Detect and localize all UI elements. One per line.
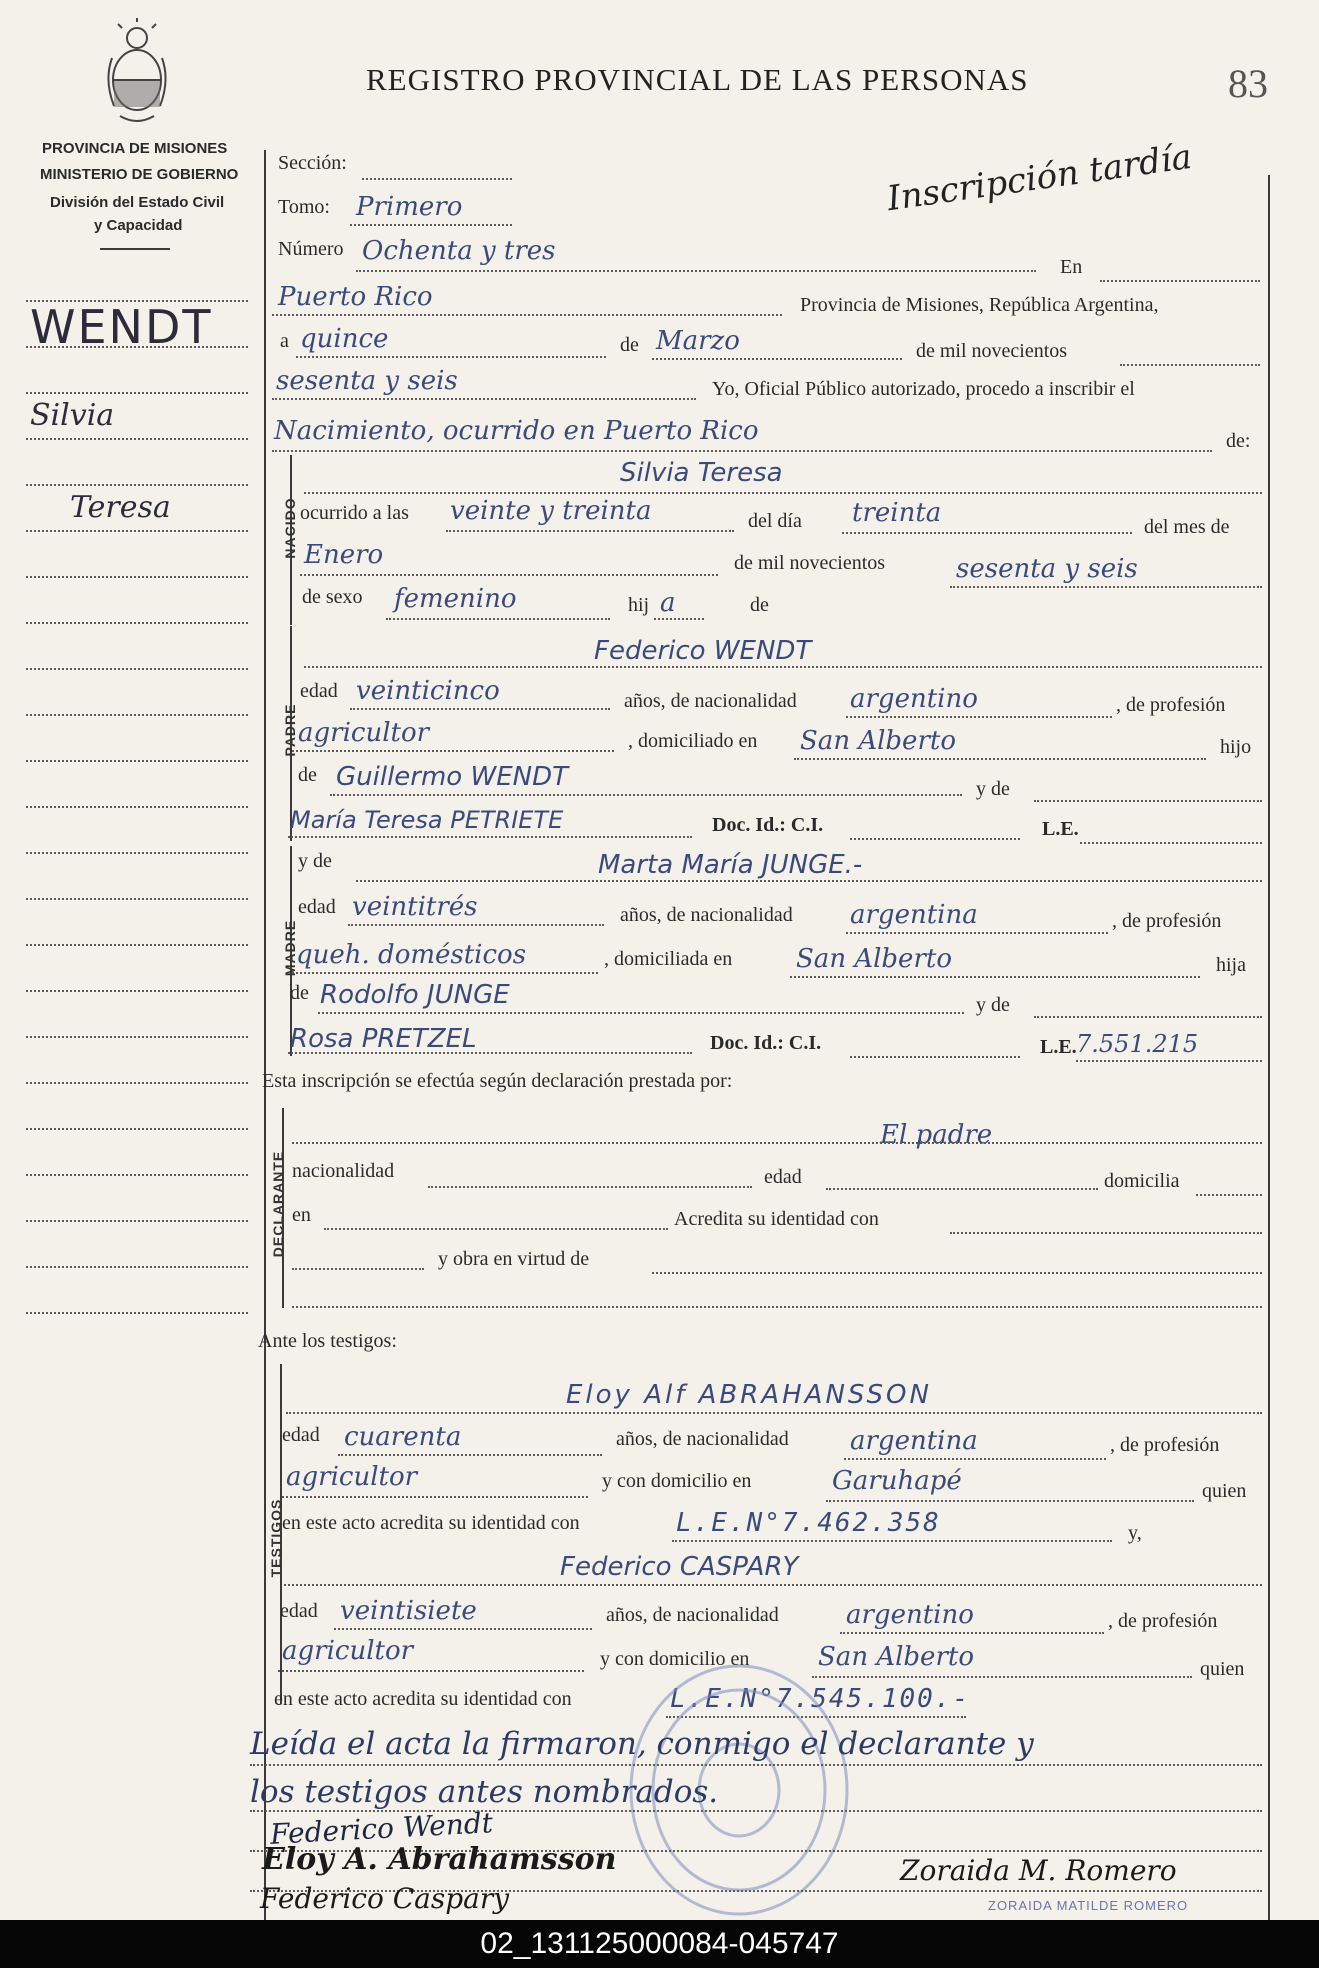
nacido-section-label: NACIDO [282,497,298,559]
witness2-name: Federico CASPARY [560,1552,799,1582]
left-column-rule [264,150,266,1920]
birth-time-line [446,530,734,532]
declarante-en-label: en [292,1204,311,1226]
mother-le-value: 7.551.215 [1076,1030,1199,1058]
father-profession: agricultor [298,718,430,748]
page-number: 83 [1228,61,1268,106]
witness1-nationality-line [844,1458,1106,1460]
witness2-age: veintisiete [340,1596,477,1626]
declarante-acredita-line [950,1232,1262,1234]
father-y-de-line [1034,800,1262,802]
witness1-y-label: y, [1128,1522,1142,1544]
mother-domicile: San Alberto [796,944,952,974]
province-country-label: Provincia de Misiones, República Argentina, [800,294,1159,316]
witness2-dom-label: y con domicilio en [600,1648,750,1670]
late-registration-annotation: Inscripción tardía [884,136,1195,220]
witness1-nac-label: años, de nacionalidad [616,1428,789,1450]
witness2-nationality: argentino [846,1600,974,1630]
mother-nationality-line [846,932,1108,934]
father-profession-line [292,750,614,752]
capacity-label: y Capacidad [94,217,183,234]
father-age-line [350,708,610,710]
birth-month-line [300,574,718,576]
father-nac-label: años, de nacionalidad [624,690,797,712]
tomo-field-line [350,224,512,226]
father-name: Federico WENDT [594,636,812,666]
witness2-name-line [284,1584,1262,1586]
witness2-profession-line [278,1670,584,1672]
testigos-section-label: TESTIGOS [268,1498,284,1578]
mother-le-label: L.E. [1040,1036,1077,1058]
birth-time: veinte y treinta [450,496,652,526]
declarante-domicilia-line [1196,1194,1262,1196]
header-rule [100,248,170,250]
official-stamp-text: ZORAIDA MATILDE ROMERO [988,1898,1189,1913]
mother-doc-line [850,1056,1020,1058]
province-label: PROVINCIA DE MISIONES [42,140,228,157]
sex-line [386,618,610,620]
declarante-name-line [292,1142,1262,1144]
numero-value: Ochenta y tres [362,236,556,266]
father-dom-label: , domiciliado en [628,730,758,752]
father-domicile: San Alberto [800,726,956,756]
maternal-grandfather-line [318,1012,964,1014]
oficial-label: Yo, Oficial Público autorizado, procedo a inscribir el [712,378,1135,400]
witness1-dom-label: y con domicilio en [602,1470,752,1492]
father-nationality: argentino [850,684,978,714]
paternal-grandmother: María Teresa PETRIETE [290,806,564,834]
mother-nac-label: años, de nacionalidad [620,904,793,926]
declaracion-text: Esta inscripción se efectúa según declaración prestada por: [262,1070,733,1092]
numero-field-line [356,270,1036,272]
witness1-id: L.E.N°7.462.358 [676,1508,941,1538]
act-description: Nacimiento, ocurrido en Puerto Rico [274,416,759,446]
declarante-edad-label: edad [764,1166,802,1188]
image-id-footer [0,1920,1319,1968]
sex-value: femenino [394,584,517,614]
mother-doc-label: Doc. Id.: C.I. [710,1032,822,1054]
signature-declarante: Federico Wendt [269,1806,494,1851]
mother-age: veintitrés [352,892,478,922]
father-hijo-label: hijo [1220,736,1252,758]
declarante-acredita-label: Acredita su identidad con [674,1208,879,1230]
de-label: de [620,334,639,356]
image-id-text: 02_131125000084-045747 [480,1927,839,1960]
witness2-quien-label: quien [1200,1658,1245,1680]
witness2-prof-label: , de profesión [1108,1610,1218,1632]
father-le-line [1080,842,1262,844]
father-prof-label: , de profesión [1116,694,1226,716]
mother-profession: queh. domésticos [296,940,527,970]
day-field-line [296,356,606,358]
declarante-en-line [324,1228,668,1230]
father-doc-line [850,838,1020,840]
mother-y-de2-line [1034,1016,1262,1018]
en-field-line [1100,280,1260,282]
testigos-intro: Ante los testigos: [258,1330,397,1352]
father-doc-label: Doc. Id.: C.I. [712,814,824,836]
witness1-name-line [286,1412,1262,1414]
declarante-name: El padre [880,1120,993,1150]
year-field-end-line [1120,364,1260,366]
mother-name-line [356,880,1262,882]
mother-edad-label: edad [298,896,336,918]
birth-day-line [842,532,1132,534]
year-field-line [272,398,696,400]
sexo-label: de sexo [302,586,363,608]
act-field-line [272,450,1212,452]
declarante-section-label: DECLARANTE [270,1150,286,1258]
signature-witness2: Federico Caspary [260,1882,510,1915]
mother-y-de2-label: y de [976,994,1010,1016]
witness1-age: cuarenta [344,1422,462,1452]
declarante-nac-line [428,1186,752,1188]
nacido-de-label: de [750,594,769,616]
mother-de-label: de [290,982,309,1004]
registration-day: quince [300,324,389,354]
birth-year-line [950,586,1262,588]
witness1-edad-label: edad [282,1424,320,1446]
father-nationality-line [846,716,1112,718]
mother-domicile-line [790,976,1200,978]
mother-name: Marta María JUNGE.- [598,850,863,880]
margin-first-name: Silvia [30,398,115,433]
witness1-prof-label: , de profesión [1110,1434,1220,1456]
declarante-nac-label: nacionalidad [292,1160,395,1182]
father-y-de-label: y de [976,778,1010,800]
birth-day: treinta [852,498,942,528]
mother-le-line [1076,1060,1262,1062]
maternal-grandmother-line [288,1052,692,1054]
maternal-grandfather: Rodolfo JUNGE [320,980,510,1010]
birth-year: sesenta y seis [956,554,1138,584]
madre-section-label: MADRE [282,919,298,977]
division-label: División del Estado Civil [50,194,225,211]
tomo-value: Primero [356,192,463,222]
father-name-line [304,666,1262,668]
maternal-grandmother: Rosa PRETZEL [290,1024,477,1054]
witness2-acto-label: en este acto acredita su identidad con [274,1688,572,1710]
father-age: veinticinco [356,676,500,706]
witness2-nationality-line [840,1632,1104,1634]
father-edad-label: edad [300,680,338,702]
mother-profession-line [292,972,598,974]
year-label: de mil novecientos [916,340,1068,362]
witness1-domicile: Garuhapé [832,1466,962,1496]
declarante-edad-line [826,1188,1098,1190]
witness1-quien-label: quien [1202,1480,1247,1502]
margin-second-name: Teresa [70,490,171,525]
seccion-label: Sección: [278,152,347,174]
witness1-nationality: argentina [850,1426,978,1456]
de-colon-label: de: [1226,430,1251,452]
mother-age-line [348,924,604,926]
witness2-edad-label: edad [280,1600,318,1622]
declarante-domicilia-label: domicilia [1104,1170,1180,1192]
witness2-domicile: San Alberto [818,1642,974,1672]
signature-official: Zoraida M. Romero [900,1854,1177,1887]
signature-witness1: Eloy A. Abrahamsson [262,1842,617,1877]
en-label: En [1060,256,1083,278]
closing-line-1: Leída el acta la firmaron, conmigo el declarante y [250,1726,1034,1762]
hij-value: a [660,588,676,618]
closing-line-1-rule [250,1764,1262,1766]
mother-hija-label: hija [1216,954,1246,976]
del-dia-label: del día [748,510,802,532]
month-field-line [652,358,902,360]
hij-label: hij [628,594,650,616]
father-de-label: de [298,764,317,786]
child-name: Silvia Teresa [620,458,783,488]
witness2-domicile-line [812,1676,1192,1678]
page-title: REGISTRO PROVINCIAL DE LAS PERSONAS [366,62,1029,97]
father-le-label: L.E. [1042,818,1079,840]
padre-section-label: PADRE [282,703,298,757]
registration-month: Marzo [656,326,740,356]
ministry-label: MINISTERIO DE GOBIERNO [40,166,239,183]
birth-month: Enero [304,540,384,570]
witness1-domicile-line [826,1500,1194,1502]
witness1-acto-label: en este acto acredita su identidad con [282,1512,580,1534]
mother-y-de-label: y de [298,850,332,872]
registration-year: sesenta y seis [276,366,458,396]
father-domicile-line [794,758,1206,760]
tomo-label: Tomo: [278,196,330,218]
witness1-profession-line [282,1496,588,1498]
margin-surname: WENDT [30,300,213,354]
coat-of-arms-icon [100,18,174,130]
paternal-grandfather-line [330,794,962,796]
mother-nationality: argentina [850,900,978,930]
paternal-grandfather: Guillermo WENDT [336,762,568,792]
witness1-profession: agricultor [286,1462,418,1492]
witness1-age-line [338,1454,602,1456]
witness2-profession: agricultor [282,1636,414,1666]
seccion-field-line [362,178,512,180]
witness2-age-line [334,1628,592,1630]
mother-dom-label: , domiciliada en [604,948,733,970]
mes-label: del mes de [1144,516,1230,538]
right-column-rule [1268,175,1270,1920]
numero-label: Número [278,238,344,260]
hij-line [654,618,704,620]
closing-line-2: los testigos antes nombrados. [250,1774,719,1810]
witness2-nac-label: años, de nacionalidad [606,1604,779,1626]
place-value: Puerto Rico [278,282,433,312]
declarante-obra-line [652,1272,1262,1274]
child-name-line [304,492,1262,494]
paternal-grandmother-line [288,836,692,838]
declarante-id-line [292,1268,424,1270]
witness1-id-line [672,1540,1112,1542]
place-field-line [272,314,782,316]
a-label: a [280,330,289,352]
declarante-extra-line [292,1306,1262,1308]
ocurrido-label: ocurrido a las [300,502,409,524]
witness2-id: L.E.N°7.545.100.- [670,1684,971,1714]
declarante-obra-label: y obra en virtud de [438,1248,590,1270]
witness1-name: Eloy Alf ABRAHANSSON [566,1380,932,1410]
birth-year-label: de mil novecientos [734,552,886,574]
mother-prof-label: , de profesión [1112,910,1222,932]
